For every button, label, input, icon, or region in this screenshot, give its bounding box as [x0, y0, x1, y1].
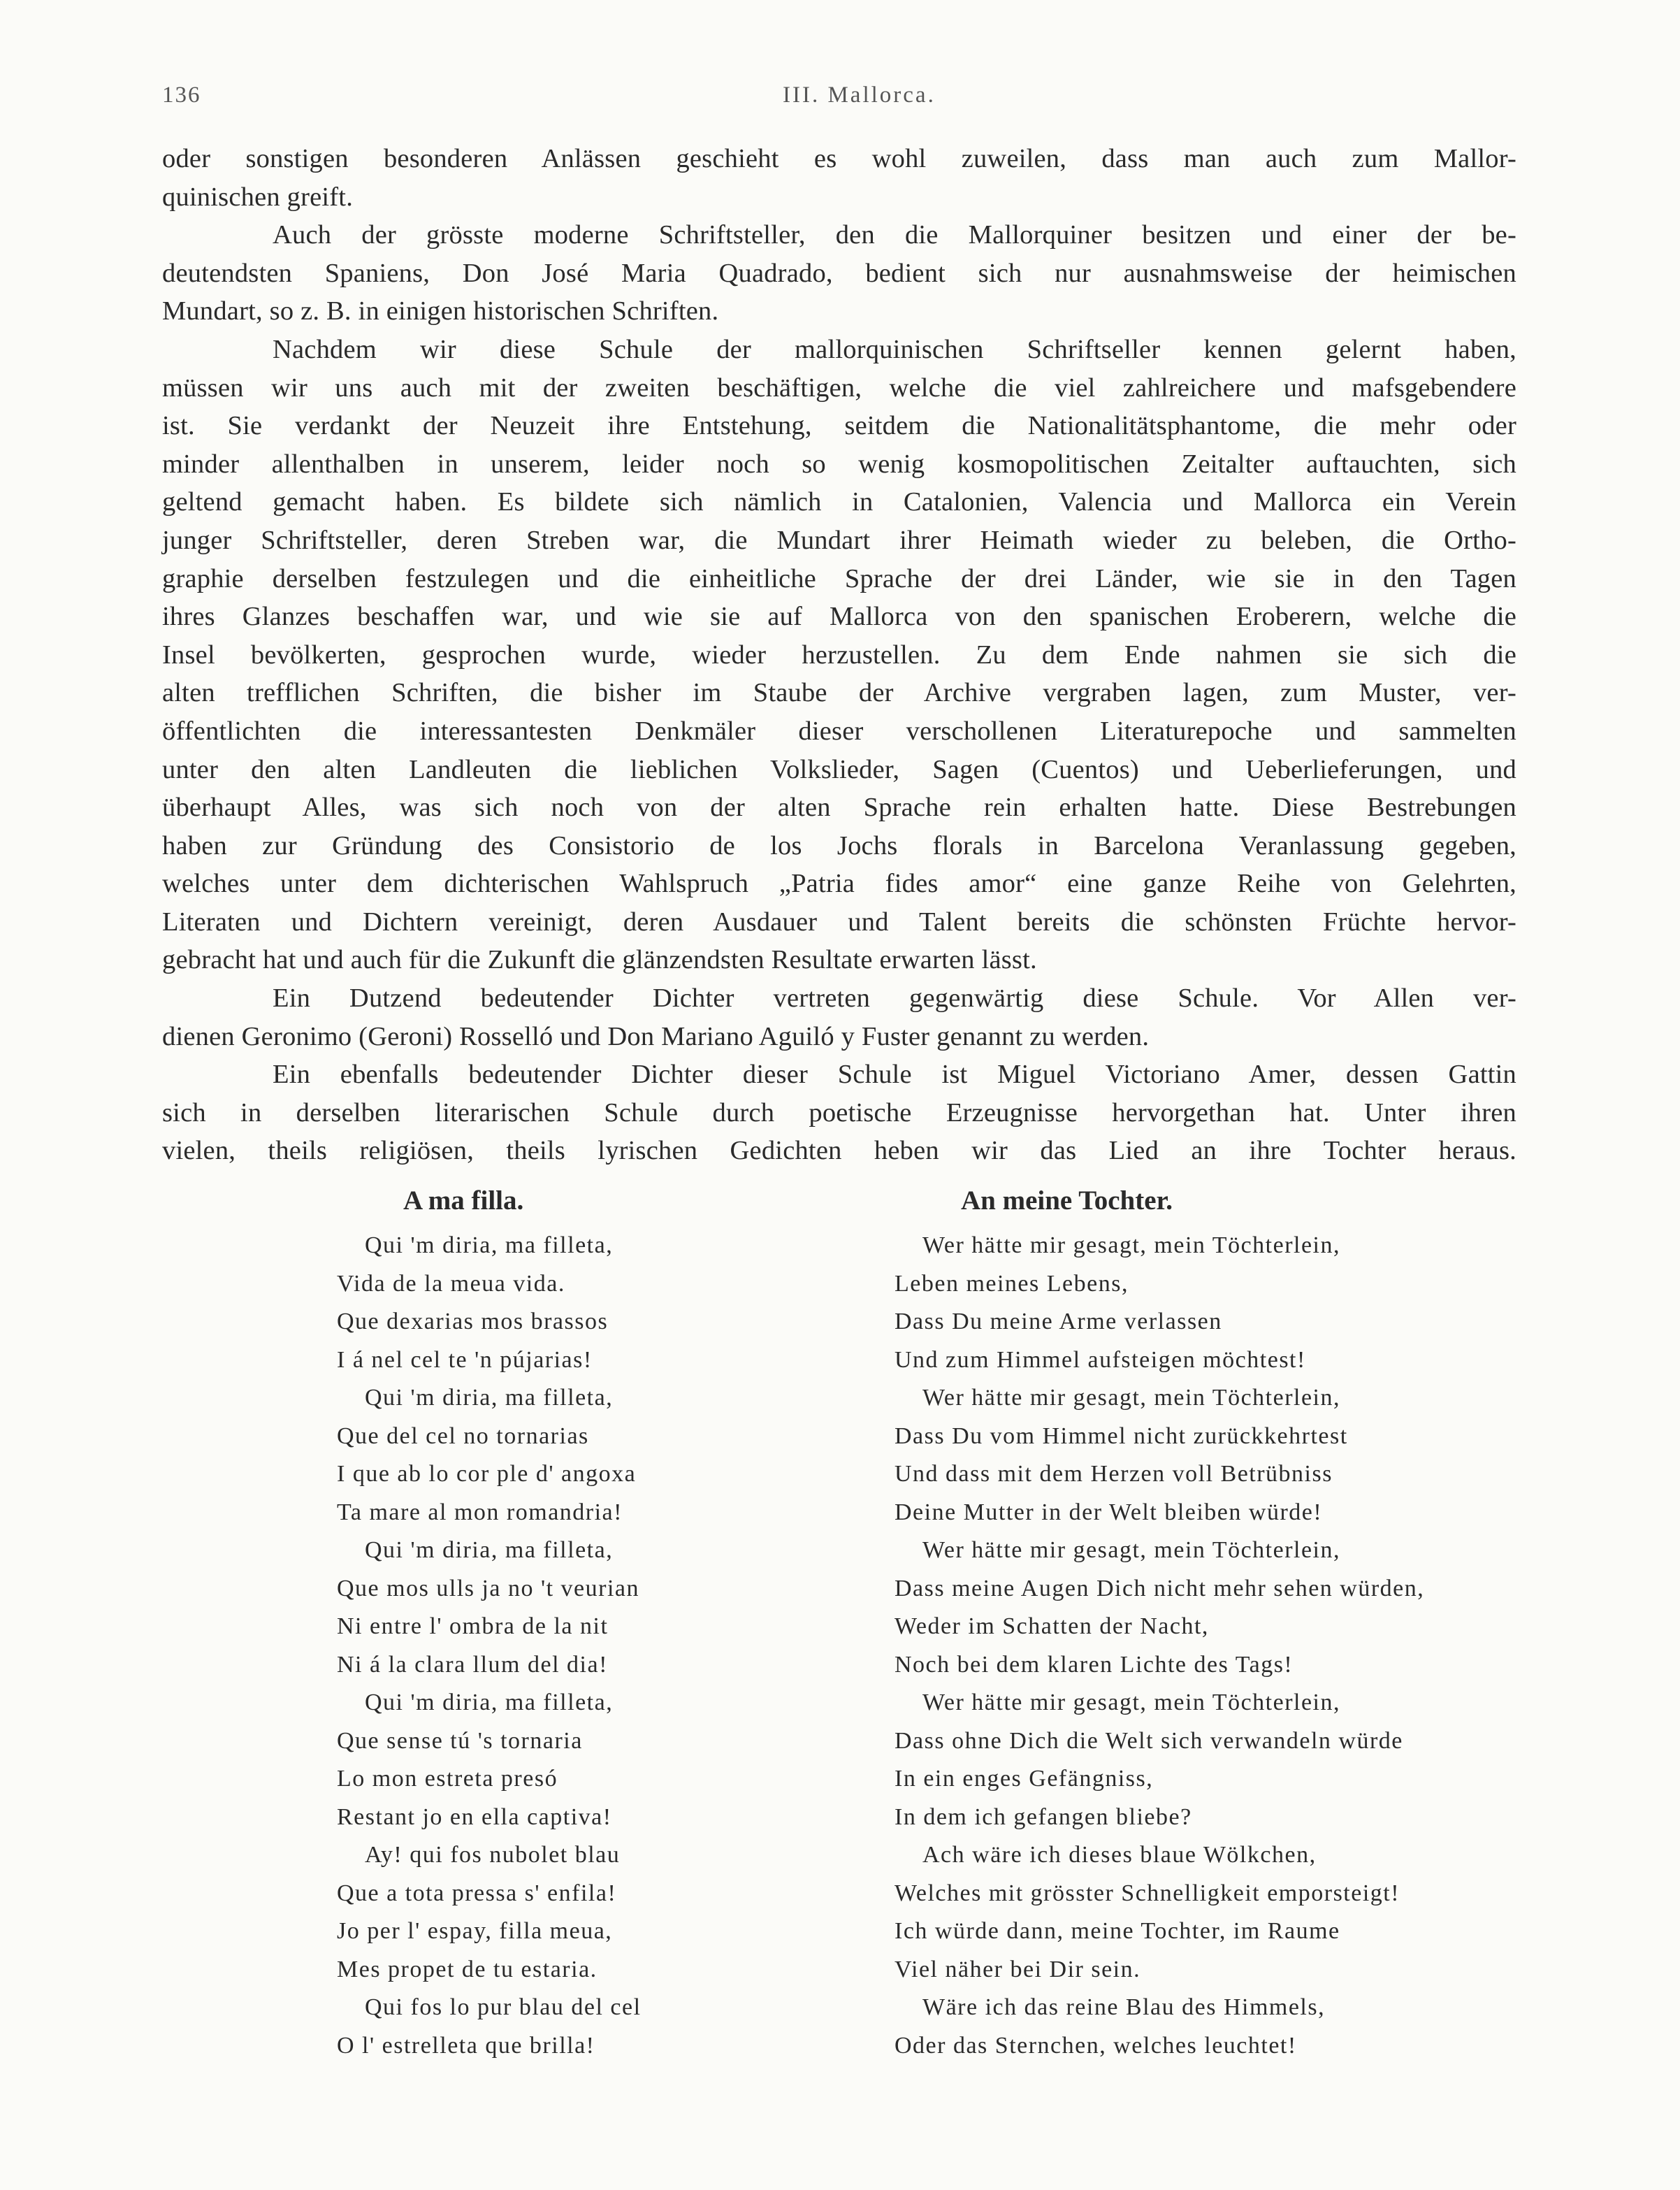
verse-line: Und dass mit dem Herzen voll Betrübniss	[895, 1461, 1333, 1487]
verse-line: Wer hätte mir gesagt, mein Töchterlein,	[922, 1385, 1341, 1411]
text-line: ist. Sie verdankt der Neuzeit ihre Entstehung, seitdem die Nationalitätsphantome, die mehr oder	[162, 411, 1516, 441]
verse-line: Dass meine Augen Dich nicht mehr sehen würden,	[895, 1575, 1425, 1601]
verse-line: Viel näher bei Dir sein.	[895, 1956, 1141, 1982]
text-line: haben zur Gründung des Consistorio de los Jochs florals in Barcelona Veranlassung gegeben,	[162, 830, 1516, 860]
verse-line: Que dexarias mos brassos	[337, 1309, 609, 1334]
verse-line: Ich würde dann, meine Tochter, im Raume	[895, 1918, 1340, 1944]
poem-catalan-title: A ma filla.	[403, 1186, 524, 1216]
verse-line: In ein enges Gefängniss,	[895, 1766, 1154, 1792]
verse-line: Ach wäre ich dieses blaue Wölkchen,	[922, 1842, 1317, 1868]
text-line: Literaten und Dichtern vereinigt, deren Ausdauer und Talent bereits die schönsten Früchte hervor-	[162, 907, 1516, 937]
verse-line: Weder im Schatten der Nacht,	[895, 1613, 1209, 1639]
verse-line: In dem ich gefangen bliebe?	[895, 1803, 1192, 1830]
verse-line: Que a tota pressa s' enfila!	[337, 1880, 617, 1906]
text-line: junger Schriftsteller, deren Streben war, die Mundart ihrer Heimath wieder zu beleben, die Ortho-	[162, 525, 1516, 555]
body-text	[162, 140, 1516, 1170]
text-line: oder sonstigen besonderen Anlässen geschieht es wohl zuweilen, dass man auch zum Mallor-	[162, 144, 1516, 173]
text-line: Ein ebenfalls bedeutender Dichter dieser Schule ist Miguel Victoriano Amer, dessen Gattin	[273, 1060, 1516, 1090]
verse-line: Dass Du meine Arme verlassen	[895, 1309, 1222, 1334]
verse-line: Vida de la meua vida.	[337, 1270, 565, 1297]
verse-line: Leben meines Lebens,	[895, 1270, 1129, 1297]
page-number: 136	[162, 82, 201, 108]
verse-line: Ay! qui fos nubolet blau	[365, 1842, 621, 1868]
text-line: dienen Geronimo (Geroni) Rosselló und Don Mariano Aguiló y Fuster genannt zu werden.	[162, 1021, 1150, 1051]
text-line: Mundart, so z. B. in einigen historischen Schriften.	[162, 296, 719, 326]
verse-line: Ni á la clara llum del dia!	[337, 1651, 608, 1678]
verse-line: Deine Mutter in der Welt bleiben würde!	[895, 1499, 1323, 1525]
text-line: Auch der grösste moderne Schriftsteller, den die Mallorquiner besitzen und einer der be-	[273, 220, 1516, 250]
verse-line: Dass Du vom Himmel nicht zurückkehrtest	[895, 1422, 1348, 1449]
verse-line: Oder das Sternchen, welches leuchtet!	[895, 2032, 1297, 2059]
text-line: vielen, theils religiösen, theils lyrischen Gedichten heben wir das Lied an ihre Tochter heraus.	[162, 1136, 1516, 1166]
verse-line: Wer hätte mir gesagt, mein Töchterlein,	[922, 1537, 1341, 1563]
text-line: unter den alten Landleuten die lieblichen Volkslieder, Sagen (Cuentos) und Ueberlieferungen, und	[162, 754, 1516, 784]
verse-line: Qui fos lo pur blau del cel	[365, 1994, 642, 2020]
verse-line: Dass ohne Dich die Welt sich verwandeln würde	[895, 1727, 1403, 1754]
verse-line: O l' estrelleta que brilla!	[337, 2032, 595, 2059]
running-title: III. Mallorca.	[783, 82, 936, 108]
verse-line: Wäre ich das reine Blau des Himmels,	[922, 1994, 1326, 2020]
text-line: Nachdem wir diese Schule der mallorquinischen Schriftseller kennen gelernt haben,	[273, 334, 1516, 364]
verse-line: Mes propet de tu estaria.	[337, 1956, 598, 1982]
verse-line: Und zum Himmel aufsteigen möchtest!	[895, 1346, 1306, 1373]
text-line: ihres Glanzes beschaffen war, und wie sie auf Mallorca von den spanischen Eroberern, welche die	[162, 602, 1516, 632]
text-line: gebracht hat und auch für die Zukunft die glänzendsten Resultate erwarten lässt.	[162, 945, 1037, 975]
verse-line: Jo per l' espay, filla meua,	[337, 1918, 613, 1944]
verse-line: Wer hätte mir gesagt, mein Töchterlein,	[922, 1690, 1341, 1715]
text-line: müssen wir uns auch mit der zweiten beschäftigen, welche die viel zahlreichere und mafsgebendere	[162, 373, 1516, 403]
text-line: Ein Dutzend bedeutender Dichter vertreten gegenwärtig diese Schule. Vor Allen ver-	[273, 984, 1516, 1014]
page-header	[0, 82, 1680, 117]
verse-line: Ta mare al mon romandria!	[337, 1499, 623, 1525]
poem-german-title: An meine Tochter.	[961, 1186, 1173, 1216]
verse-line: Qui 'm diria, ma filleta,	[365, 1690, 614, 1715]
text-line: Insel bevölkerten, gesprochen wurde, wieder herzustellen. Zu dem Ende nahmen sie sich die	[162, 640, 1516, 670]
verse-line: Wer hätte mir gesagt, mein Töchterlein,	[922, 1232, 1341, 1258]
verse-line: Qui 'm diria, ma filleta,	[365, 1537, 614, 1563]
text-line: überhaupt Alles, was sich noch von der alten Sprache rein erhalten hatte. Diese Bestrebungen	[162, 793, 1516, 823]
verse-line: Lo mon estreta presó	[337, 1766, 558, 1792]
verse-line: Qui 'm diria, ma filleta,	[365, 1232, 614, 1258]
text-line: deutendsten Spaniens, Don José Maria Quadrado, bedient sich nur ausnahmsweise der heimischen	[162, 258, 1516, 288]
verse-line: Que mos ulls ja no 't veurian	[337, 1575, 640, 1601]
verse-line: I que ab lo cor ple d' angoxa	[337, 1461, 637, 1487]
poem-catalan-verses	[337, 1227, 642, 2065]
verse-line: Qui 'm diria, ma filleta,	[365, 1385, 614, 1411]
verse-line: I á nel cel te 'n pújarias!	[337, 1346, 593, 1373]
verse-line: Que del cel no tornarias	[337, 1422, 589, 1449]
text-line: öffentlichten die interessantesten Denkmäler dieser verschollenen Literaturepoche und sammelten	[162, 716, 1516, 746]
text-line: minder allenthalben in unserem, leider noch so wenig kosmopolitischen Zeitalter auftauchten, sich	[162, 449, 1516, 479]
text-line: alten trefflichen Schriften, die bisher im Staube der Archive vergraben lagen, zum Muster, ver-	[162, 678, 1516, 708]
text-line: geltend gemacht haben. Es bildete sich nämlich in Catalonien, Valencia und Mallorca ein Verein	[162, 487, 1516, 517]
verse-line: Ni entre l' ombra de la nit	[337, 1613, 609, 1639]
verse-line: Noch bei dem klaren Lichte des Tags!	[895, 1651, 1294, 1678]
text-line: welches unter dem dichterischen Wahlspruch „Patria fides amor“ eine ganze Reihe von Gelehrten,	[162, 869, 1516, 899]
text-line: sich in derselben literarischen Schule durch poetische Erzeugnisse hervorgethan hat. Unter ihren	[162, 1097, 1516, 1128]
text-line: graphie derselben festzulegen und die einheitliche Sprache der drei Länder, wie sie in den Tagen	[162, 563, 1516, 593]
verse-line: Restant jo en ella captiva!	[337, 1803, 612, 1830]
text-line: quinischen greift.	[162, 182, 354, 212]
poem-german-verses	[895, 1227, 1424, 2065]
verse-line: Welches mit grösster Schnelligkeit emporsteigt!	[895, 1880, 1400, 1906]
verse-line: Que sense tú 's tornaria	[337, 1727, 583, 1754]
